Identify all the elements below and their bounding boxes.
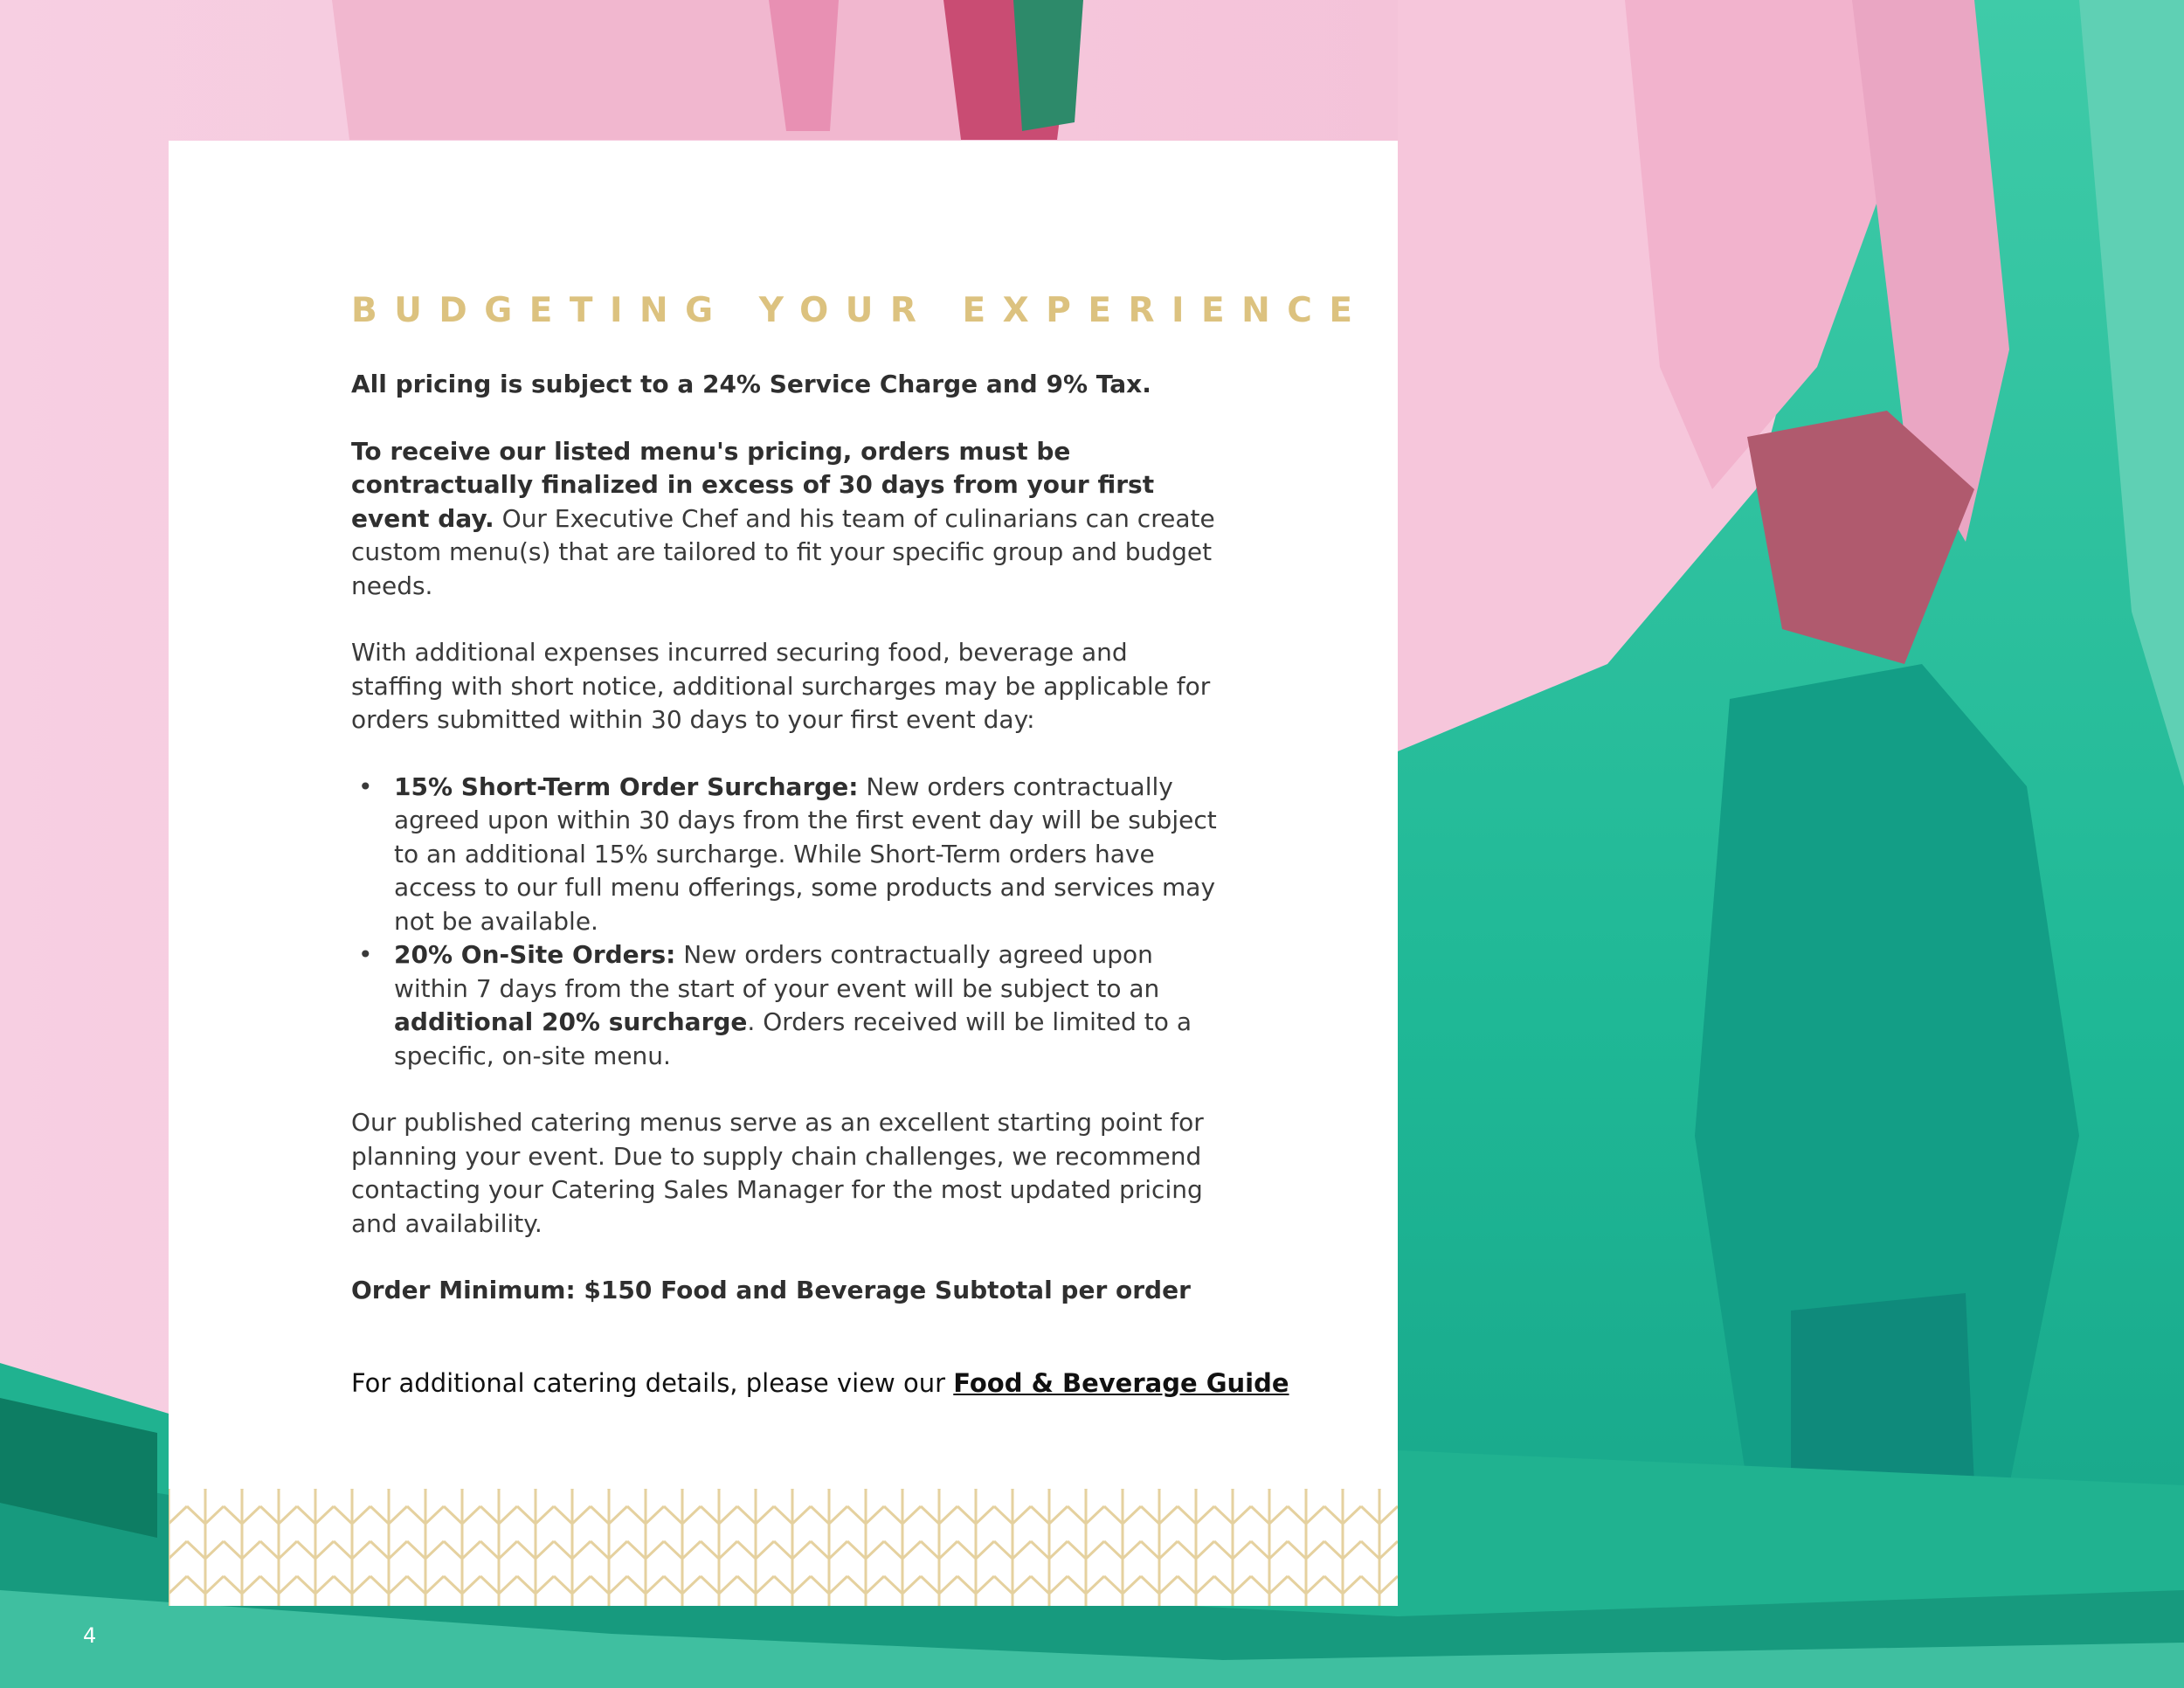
footer-note: [351, 1366, 1289, 1400]
page-number: 4: [83, 1623, 97, 1648]
list-item: • 20% On-Site Orders: New orders contractually agreed upon within 7 days from the start of your event will be subject to an additional 20% surcharge. Orders received will be limited to a specific, on-site menu.: [358, 940, 1192, 1070]
page-title: BUDGETING YOUR EXPERIENCE: [351, 291, 1370, 330]
card-body: [351, 289, 1370, 1341]
bullet-icon: •: [358, 771, 373, 801]
surcharge-intro: With additional expenses incurred securing food, beverage and staffing with short notice, additional surcharges may be applicable for orders submitted within 30 days to your first event day:: [351, 638, 1211, 734]
surcharge-list: [351, 771, 1225, 1074]
listed-pricing-paragraph: [351, 435, 1225, 604]
pricing-note: All pricing is subject to a 24% Service Charge and 9% Tax.: [351, 370, 1151, 398]
listed-pricing-text: Our Executive Chef and his team of culinarians can create custom menu(s) that are tailored to fit your specific group and budget needs.: [351, 503, 1215, 600]
menus-note: Our published catering menus serve as an excellent starting point for planning your event. Due to supply chain challenges, we recommend contacting your Catering Sales Manager for the most updated pricing and availability.: [351, 1108, 1204, 1238]
list-item: • 15% Short-Term Order Surcharge: New orders contractually agreed upon within 30 days from the first event day will be subject to an additional 15% surcharge. While Short-Term orders have access to our full menu offerings, some products and services may not be available.: [358, 771, 1217, 936]
pattern-lines: [169, 1489, 1398, 1606]
order-minimum: Order Minimum: $150 Food and Beverage Subtotal per order: [351, 1276, 1191, 1304]
food-beverage-guide-link[interactable]: Food & Beverage Guide: [953, 1368, 1289, 1398]
footer-text: For additional catering details, please view our: [351, 1368, 954, 1398]
herringbone-pattern: [169, 1489, 1398, 1606]
bullet-icon: •: [358, 940, 373, 969]
listed-pricing-bold: To receive our listed menu's pricing, orders must be contractually finalized in excess of 30 days from your first event day.: [351, 436, 1155, 533]
